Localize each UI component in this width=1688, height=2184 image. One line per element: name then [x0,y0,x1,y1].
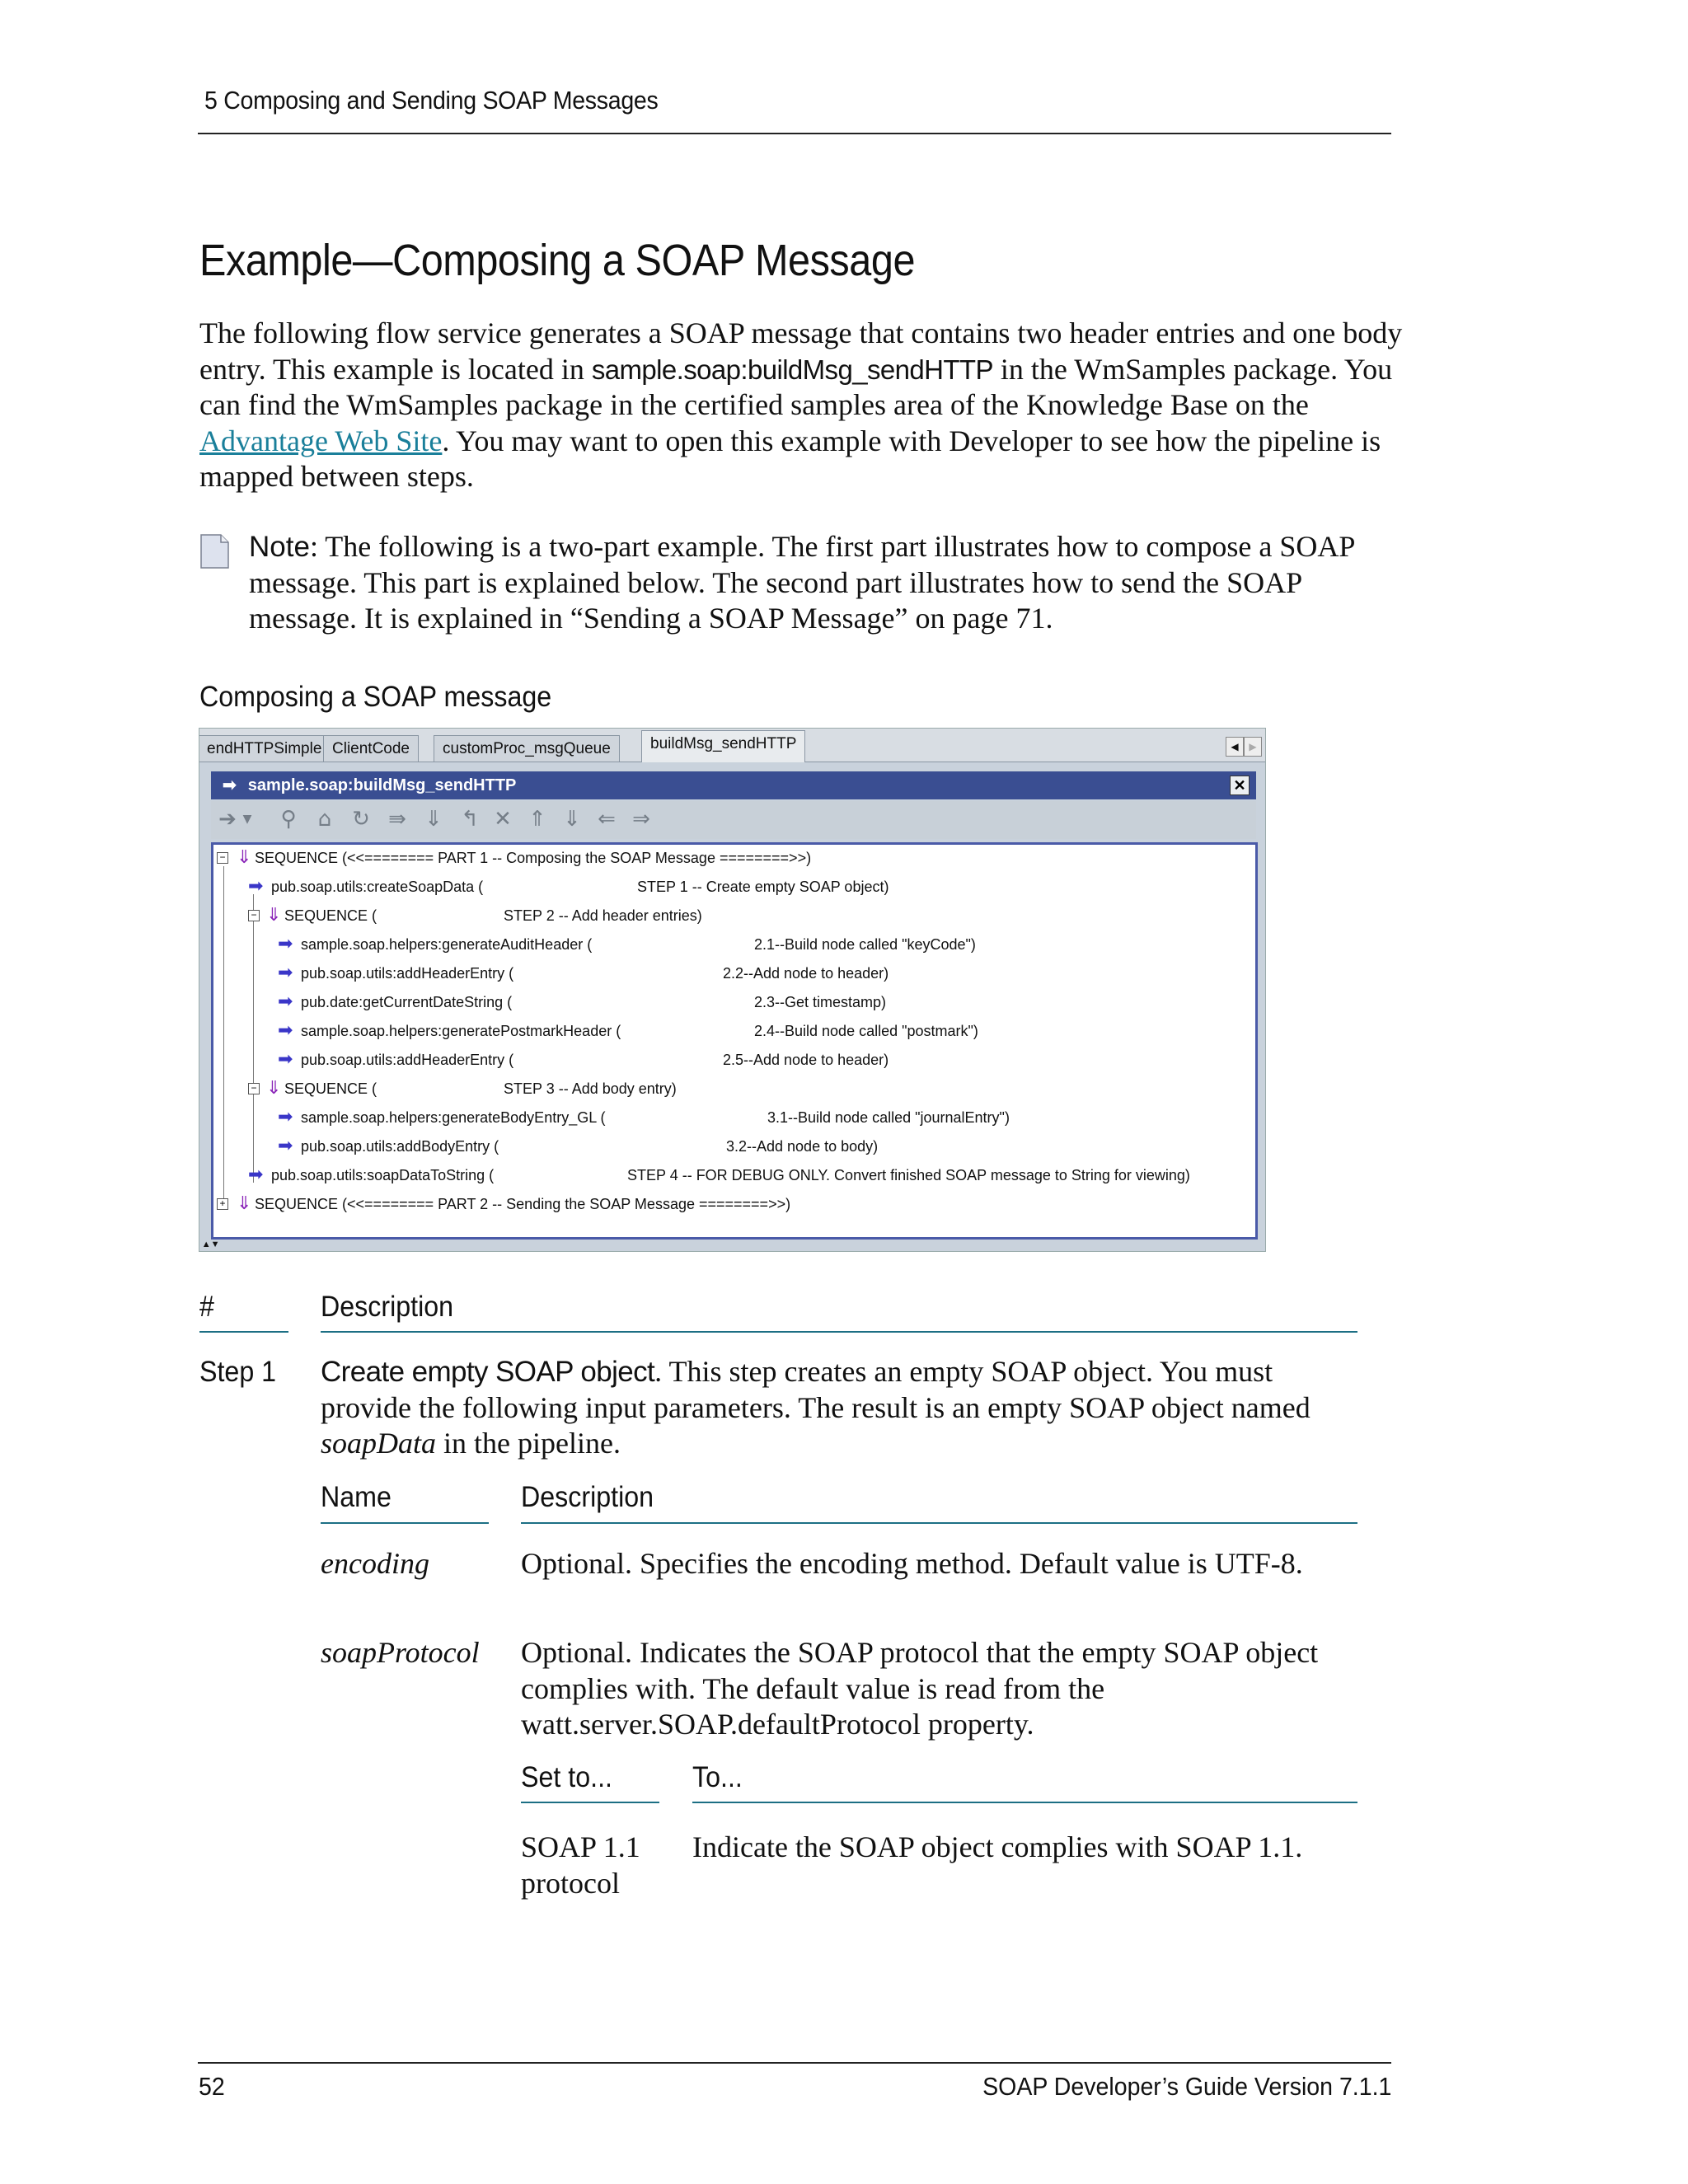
tree-row[interactable] [217,932,1239,957]
row-label: pub.soap.utils:addHeaderEntry ( [301,965,514,982]
developer-screenshot [199,728,1266,1252]
row-comment: 2.3--Get timestamp) [754,994,887,1010]
col-header-description: Description [321,1291,454,1323]
row-comment: STEP 1 -- Create empty SOAP object) [637,879,889,895]
delete-icon[interactable]: ✕ [494,807,512,832]
figure-caption: Composing a SOAP message [199,681,552,713]
intro-text-1: The following flow service generates a SOAP message that contains two header entries and one body entry. This example is located in [199,316,1403,386]
close-icon[interactable]: ✕ [1230,776,1250,795]
note-icon [200,534,229,569]
value-option: SOAP 1.1 protocol [521,1830,640,1900]
insert-step-icon[interactable]: ➔ [218,807,237,832]
row-comment: 2.5--Add node to header) [723,1052,889,1068]
sequence-step-icon: ⇓ [266,1077,282,1098]
branch-icon[interactable]: ⚲ [280,807,297,832]
param-description: Optional. Specifies the encoding method. Default value is UTF-8. [521,1547,1303,1580]
invoke-step-icon: ➡ [278,1106,293,1127]
col-header-name: Name [321,1481,392,1513]
tree-row[interactable] [217,1047,1239,1072]
col-header-param-description: Description [521,1481,654,1513]
row-label: SEQUENCE ( [284,1080,377,1097]
tree-row[interactable] [217,1105,1239,1130]
param-name: soapProtocol [321,1636,480,1669]
loop-icon[interactable]: ↻ [352,807,370,832]
invoke-step-icon: ➡ [278,933,293,954]
flow-step-tree [211,842,1258,1240]
tree-row[interactable] [217,903,1239,928]
move-left-icon[interactable]: ⇐ [598,807,616,832]
header-rule [198,133,1391,134]
param-description: Optional. Indicates the SOAP protocol that the empty SOAP object complies with. The default value is read from the watt.server.SOAP.defaultProtocol property. [521,1636,1319,1741]
step-var: soapData [321,1427,437,1460]
collapse-icon[interactable]: − [248,910,260,921]
tab-sendhttpsimple[interactable]: endHTTPSimple [199,735,331,762]
tree-row[interactable] [217,1192,1239,1216]
tree-row[interactable] [217,1019,1239,1043]
invoke-step-icon: ➡ [278,1048,293,1069]
intro-text-3: . You may want to open this example with Developer to see how the pipeline is mapped between steps. [199,424,1381,493]
sequence-icon[interactable]: ⇓ [424,807,443,832]
row-label: sample.soap.helpers:generatePostmarkHeader ( [301,1023,621,1039]
col-header-hash: # [199,1291,214,1323]
tree-row[interactable] [217,874,1239,899]
header-rule [321,1522,489,1524]
exit-icon[interactable]: ↰ [461,807,479,832]
insert-dropdown-icon[interactable]: ▼ [242,813,252,826]
invoke-step-icon: ➡ [278,1019,293,1040]
note-text: : The following is a two-part example. The first part illustrates how to compose a SOAP message. This part is explained below. The second part illustrates how to send the SOAP message. It is explained in “Sending a SOAP Message” on page 71. [249,530,1355,635]
tree-row[interactable] [217,1163,1239,1188]
split-pane-handle[interactable]: ▲▼ [199,1240,1265,1251]
header-rule [692,1802,1357,1803]
flow-toolbar [211,801,1256,839]
tab-clientcode[interactable]: ClientCode [323,735,419,762]
row-label: SEQUENCE (<<======== PART 1 -- Composing the SOAP Message ========>>) [255,850,812,866]
editor-tab-bar [199,729,1265,762]
section-title: Example—Composing a SOAP Message [199,236,916,285]
move-up-icon[interactable]: ⇑ [528,807,546,832]
row-label: pub.soap.utils:createSoapData ( [271,879,484,895]
row-comment: STEP 2 -- Add header entries) [504,907,702,924]
repeat-icon[interactable]: ⇛ [388,807,406,832]
tree-row[interactable] [217,1076,1239,1101]
note-paragraph [249,529,1403,637]
sequence-step-icon: ⇓ [237,1193,252,1213]
intro-code: sample.soap:buildMsg_sendHTTP [591,354,993,385]
footer-title: SOAP Developer’s Guide Version 7.1.1 [982,2072,1391,2101]
row-label: SEQUENCE ( [284,907,377,924]
tab-scroll-controls [1226,737,1262,757]
scroll-right-icon[interactable]: ▶ [1244,737,1262,757]
panel-title: sample.soap:buildMsg_sendHTTP [247,776,517,794]
header-rule [321,1331,1357,1333]
invoke-step-icon: ➡ [248,1164,264,1184]
tree-row[interactable] [217,990,1239,1015]
panel-title-bar [211,771,1256,799]
collapse-icon[interactable]: − [248,1083,260,1094]
tree-row[interactable] [217,1134,1239,1159]
header-rule [521,1802,659,1803]
row-comment: STEP 4 -- FOR DEBUG ONLY. Convert finished SOAP message to String for viewing) [627,1167,1190,1183]
step-heading: Create empty SOAP object [321,1356,655,1388]
step-number: Step 1 [199,1356,277,1388]
row-label: pub.soap.utils:addHeaderEntry ( [301,1052,514,1068]
row-comment: 2.4--Build node called "postmark") [754,1023,978,1039]
tree-row[interactable] [217,961,1239,986]
intro-text-2: in the WmSamples package. You can find the WmSamples package in the certified samples area of the Knowledge Base on the [199,352,1393,421]
row-label: sample.soap.helpers:generateAuditHeader ( [301,936,593,953]
invoke-step-icon: ➡ [248,875,264,896]
map-icon[interactable]: ⌂ [317,807,332,832]
invoke-step-icon: ➡ [278,1135,293,1155]
advantage-web-site-link[interactable]: Advantage Web Site [199,424,443,457]
running-head: 5 Composing and Sending SOAP Messages [204,86,659,115]
flow-service-icon: ➡ [223,776,237,794]
page-number: 52 [199,2072,225,2101]
row-comment: 2.1--Build node called "keyCode") [754,936,976,953]
note-label: Note [249,531,310,563]
intro-paragraph [199,316,1403,495]
row-comment: 2.2--Add node to header) [723,965,889,982]
row-label: pub.soap.utils:addBodyEntry ( [301,1138,499,1155]
row-comment: 3.1--Build node called "journalEntry") [767,1109,1010,1126]
invoke-step-icon: ➡ [278,962,293,982]
footer-rule [198,2062,1391,2064]
col-header-to: To... [692,1761,743,1793]
tab-buildmsg-sendhttp[interactable]: buildMsg_sendHTTP [641,730,805,762]
value-meaning: Indicate the SOAP object complies with SOAP 1.1. [692,1830,1303,1863]
sequence-step-icon: ⇓ [266,904,282,925]
row-label: SEQUENCE (<<======== PART 2 -- Sending the SOAP Message ========>>) [255,1196,791,1212]
row-comment: STEP 3 -- Add body entry) [504,1080,677,1097]
scroll-left-icon[interactable]: ◀ [1226,737,1244,757]
step-description [321,1354,1367,1462]
param-name: encoding [321,1547,429,1580]
row-comment: 3.2--Add node to body) [726,1138,879,1155]
move-right-icon[interactable]: ⇒ [632,807,650,832]
step-tail: in the pipeline. [436,1427,621,1460]
step-text: . This step creates an empty SOAP object. You must provide the following input parameters. The result is an empty SOAP object named [321,1355,1311,1424]
collapse-icon[interactable]: − [217,852,228,864]
tab-customproc-msgqueue[interactable]: customProc_msgQueue [434,735,620,762]
col-header-set-to: Set to... [521,1761,612,1793]
sequence-step-icon: ⇓ [237,846,252,867]
move-down-icon[interactable]: ⇓ [563,807,581,832]
row-label: pub.soap.utils:soapDataToString ( [271,1167,495,1183]
row-label: pub.date:getCurrentDateString ( [301,994,513,1010]
expand-icon[interactable]: + [217,1198,228,1210]
header-rule [199,1331,288,1333]
row-label: sample.soap.helpers:generateBodyEntry_GL ( [301,1109,606,1126]
invoke-step-icon: ➡ [278,991,293,1011]
header-rule [521,1522,1357,1524]
tree-row[interactable] [217,846,1239,870]
